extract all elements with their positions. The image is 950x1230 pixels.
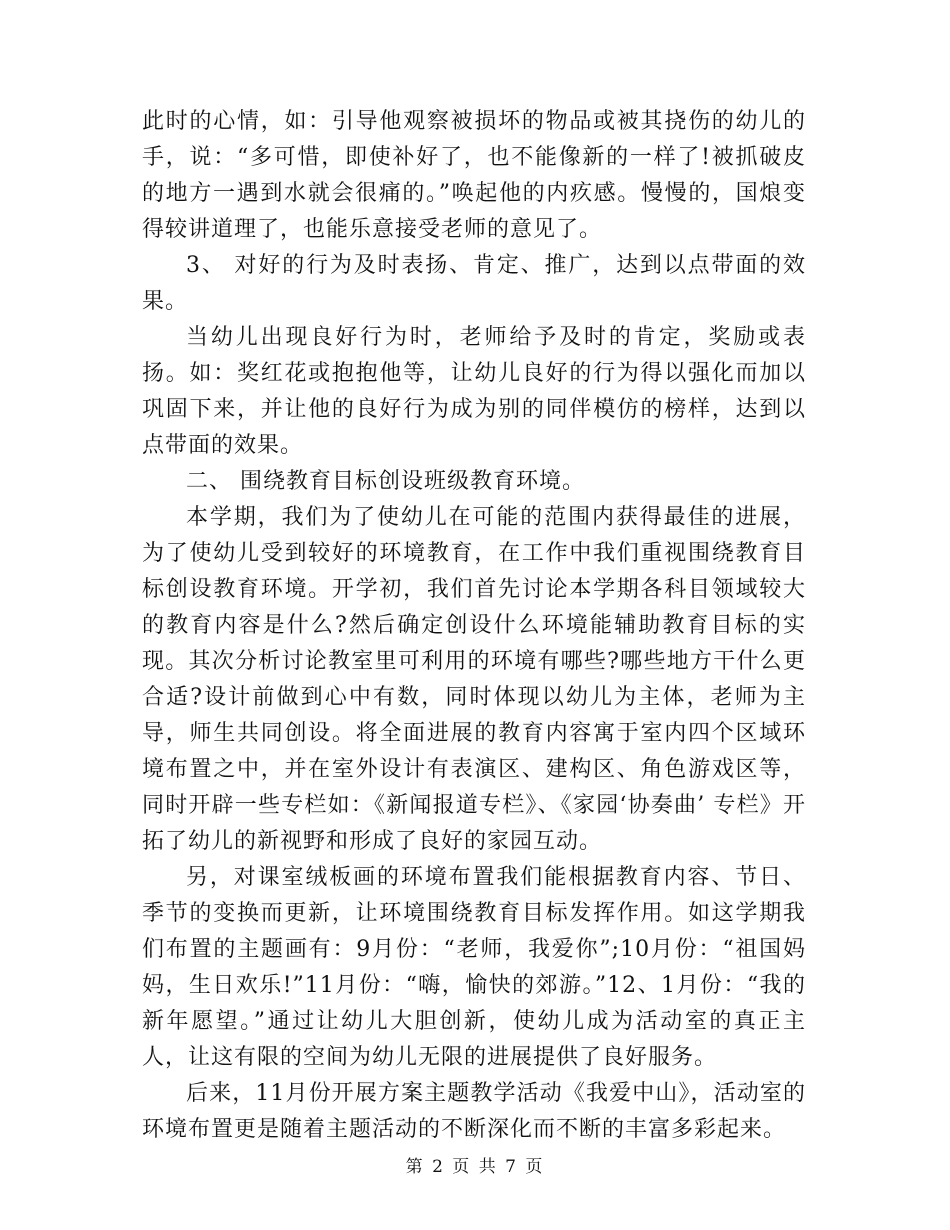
paragraph-heading-2: 二、 围绕教育目标创设班级教育环境。 bbox=[186, 469, 585, 494]
paragraph-environment: 本学期，我们为了使幼儿在可能的范围内获得最佳的进展，为了使幼儿受到较好的环境教育，在工作中我们重视围绕教育目标创设教育环境。开学初，我们首先讨论本学期各科目领域较大的教育内容是什么?然后确定创设什么环境能辅助教育目标的实现。其次分析讨论教室里可利用的环境有哪些?哪些地方干什么更合适?设计前做到心中有数，同时体现以幼儿为主体，老师为主导，师生共同创设。将全面进展的教育内容寓于室内四个区域环境布置之中，并在室外设计有表演区、建构区、角色游戏区等，同时开辟一些专栏如：《新闻报道专栏》、《家园‘协奏曲’ 专栏》开拓了幼儿的新视野和形成了良好的家园互动。 bbox=[142, 505, 806, 854]
paragraph-november-theme: 后来，11月份开展方案主题教学活动《我爱中山》，活动室的环境布置更是随着主题活动的不断深化而不断的丰富多彩起来。 bbox=[142, 1081, 806, 1142]
paragraph-board-painting: 另，对课室绒板画的环境布置我们能根据教育内容、节日、季节的变换而更新，让环境围绕教育目标发挥作用。如这学期我们布置的主题画有：9月份：“老师，我爱你”;10月份：“祖国妈妈，生日欢乐!”11月份：“嗨，愉快的郊游。”12、1月份：“我的新年愿望。”通过让幼儿大胆创新，使幼儿成为活动室的真正主人，让这有限的空间为幼儿无限的进展提供了良好服务。 bbox=[142, 865, 806, 1070]
paragraph-subheading-3: 3、 对好的行为及时表扬、肯定、推广，达到以点带面的效果。 bbox=[142, 253, 806, 314]
paragraph-continued: 此时的心情，如：引导他观察被损坏的物品或被其挠伤的幼儿的手，说：“多可惜，即使补好了，也不能像新的一样了!被抓破皮的地方一遇到水就会很痛的。”唤起他的内疚感。慢慢的，国烺变得较讲道理了，也能乐意接受老师的意见了。 bbox=[142, 109, 806, 242]
paragraph-praise-behavior: 当幼儿出现良好行为时，老师给予及时的肯定，奖励或表扬。如：奖红花或抱抱他等，让幼儿良好的行为得以强化而加以巩固下来，并让他的良好行为成为别的同伴模仿的榜样，达到以点带面的效果。 bbox=[142, 325, 806, 458]
page-number-footer: 第 2 页 共 7 页 bbox=[405, 1157, 545, 1177]
document-body bbox=[142, 104, 806, 1148]
